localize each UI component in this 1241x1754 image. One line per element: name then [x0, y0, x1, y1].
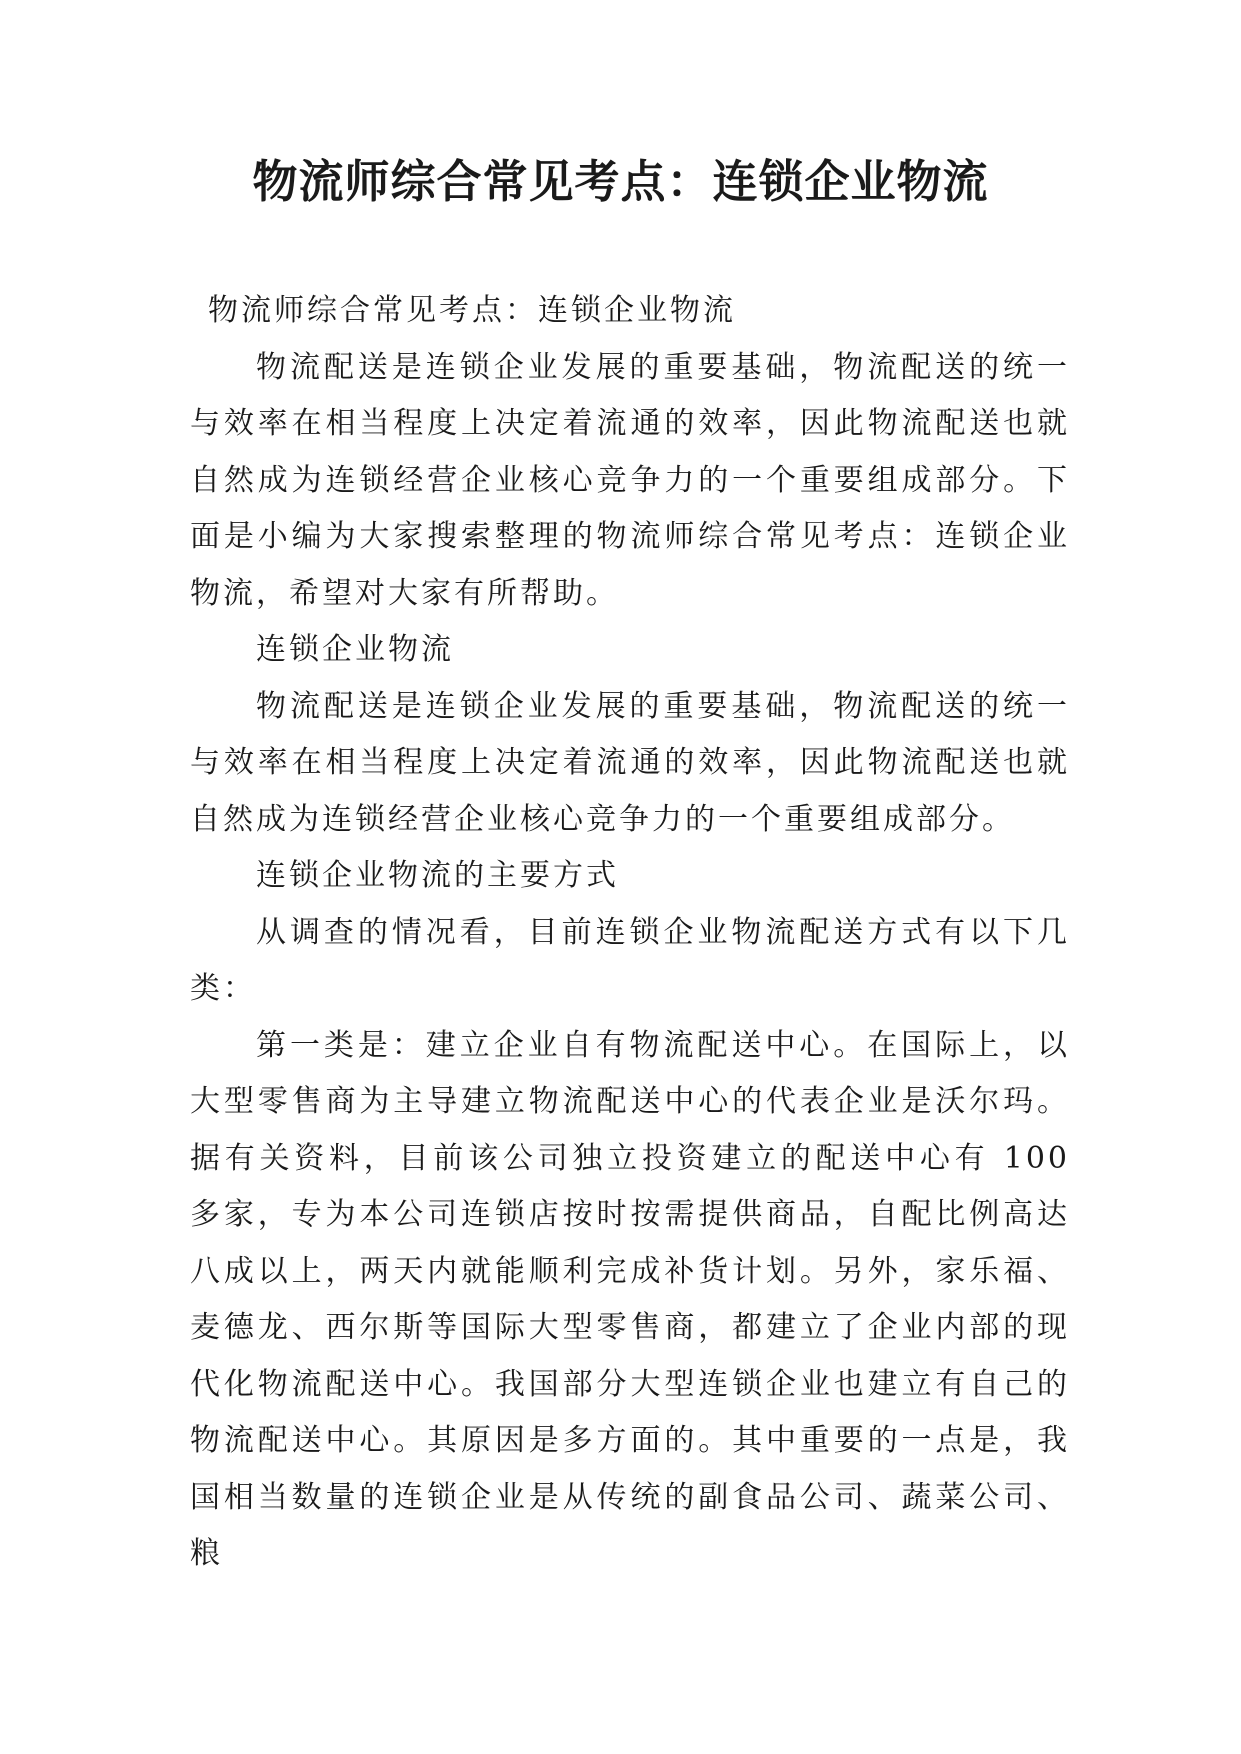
document-body: [190, 283, 1070, 1583]
survey-paragraph: 从调查的情况看，目前连锁企业物流配送方式有以下几类：: [190, 914, 1070, 1006]
section-paragraph: 物流配送是连锁企业发展的重要基础，物流配送的统一与效率在相当程度上决定着流通的效率，因此物流配送也就自然成为连锁经营企业核心竞争力的一个重要组成部分。: [190, 688, 1070, 837]
intro-paragraph: 物流配送是连锁企业发展的重要基础，物流配送的统一与效率在相当程度上决定着流通的效率，因此物流配送也就自然成为连锁经营企业核心竞争力的一个重要组成部分。下面是小编为大家搜索整理的物流师综合常见考点：连锁企业物流，希望对大家有所帮助。: [190, 349, 1070, 611]
subtitle-paragraph: 物流师综合常见考点：连锁企业物流: [208, 293, 736, 328]
category-one-paragraph: 第一类是：建立企业自有物流配送中心。在国际上，以大型零售商为主导建立物流配送中心的代表企业是沃尔玛。据有关资料，目前该公司独立投资建立的配送中心有 100 多家，专为本公司连锁店按时按需提供商品，自配比例高达八成以上，两天内就能顺利完成补货计划。另外，家乐福、麦德龙、西尔斯等国际大型零售商，都建立了企业内部的现代化物流配送中心。我国部分大型连锁企业也建立有自己的物流配送中心。其原因是多方面的。其中重要的一点是，我国相当数量的连锁企业是从传统的副食品公司、蔬菜公司、粮: [190, 1027, 1070, 1571]
document-title: 物流师综合常见考点：连锁企业物流: [252, 155, 989, 208]
section-heading: 连锁企业物流: [256, 632, 454, 667]
subsection-heading: 连锁企业物流的主要方式: [256, 858, 619, 893]
